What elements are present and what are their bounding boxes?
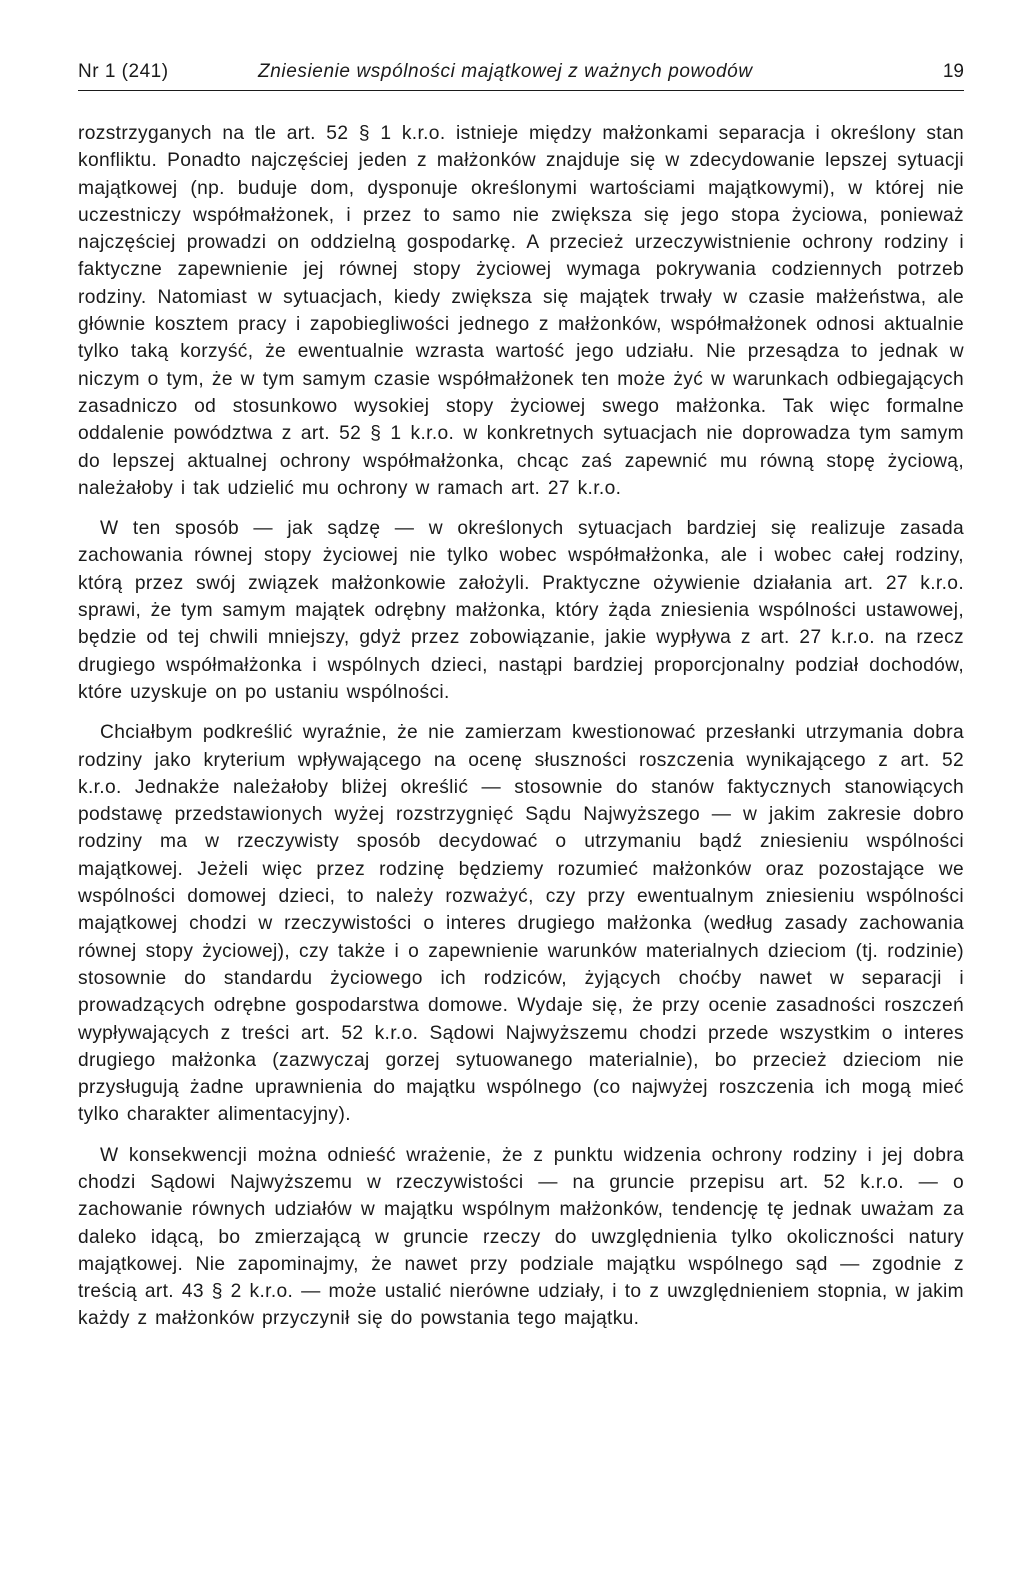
- paragraph-continuation: rozstrzyganych na tle art. 52 § 1 k.r.o. istnieje między małżonkami separacja i określony stan konfliktu. Ponadto najczęściej jeden z małżonków znajduje się w zdecydowanie lepszej sytuacji majątkowej (np. buduje dom, dysponuje określonymi wartościami majątkowymi), w której nie uczestniczy współmałżonek, i przez to samo nie zwiększa się jego stopa życiowa, ponieważ najczęściej prowadzi on oddzielną gospodarkę. A przecież urzeczywistnienie ochrony rodziny i faktyczne zapewnienie jej równej stopy życiowej wymaga pokrywania codziennych potrzeb rodziny. Natomiast w sytuacjach, kiedy zwiększa się majątek trwały w czasie małżeństwa, ale głównie kosztem pracy i zapobiegliwości jednego z małżonków, współmałżonek odnosi aktualnie tylko taką korzyść, że ewentualnie wzrasta wartość jego udziału. Nie przesądza to jednak w niczym o tym, że w tym samym czasie współmałżonek ten może żyć w warunkach odbiegających zasadniczo od stosunkowo wysokiej stopy życiowej swego małżonka. Tak więc formalne oddalenie powództwa z art. 52 § 1 k.r.o. w konkretnych sytuacjach nie doprowadza tym samym do lepszej aktualnej ochrony współmałżonka, chcąc zaś zapewnić mu równą stopę życiową, należałoby i tak udzielić mu ochrony w ramach art. 27 k.r.o.: [78, 123, 964, 499]
- running-title: Zniesienie wspólności majątkowej z ważnych powodów: [258, 61, 753, 82]
- paragraph: Chciałbym podkreślić wyraźnie, że nie zamierzam kwestionować przesłanki utrzymania dobra rodziny jako kryterium wpływającego na ocenę słuszności roszczenia wynikającego z art. 52 k.r.o. Jednakże należałoby bliżej określić — stosownie do stanów faktycznych stanowiących podstawę przedstawionych wyżej rozstrzygnięć Sądu Najwyższego — w jakim zakresie dobro rodziny ma w rzeczywisty sposób decydować o utrzymaniu bądź zniesieniu wspólności majątkowej. Jeżeli więc przez rodzinę będziemy rozumieć małżonków oraz pozostające we wspólności domowej dzieci, to należy rozważyć, czy przy ewentualnym zniesieniu wspólności majątkowej chodzi w rzeczywistości o interes drugiego małżonka (według zasady zachowania równej stopy życiowej), czy także i o zapewnienie warunków materialnych dzieciom (tj. rodzinie) stosownie do standardu życiowego ich rodziców, żyjących choćby nawet w separacji i prowadzących odrębne gospodarstwa domowe. Wydaje się, że przy ocenie zasadności roszczeń wypływających z treści art. 52 k.r.o. Sądowi Najwyższemu chodzi przede wszystkim o interes drugiego małżonka (zazwyczaj gorzej sytuowanego materialnie), bo przecież dzieciom nie przysługują żadne uprawnienia do majątku wspólnego (co najwyżej roszczenia ich mogą mieć tylko charakter alimentacyjny).: [78, 722, 964, 1126]
- issue-number: Nr 1 (241): [78, 61, 169, 82]
- page-number: 19: [942, 61, 964, 82]
- page-header: [78, 58, 964, 86]
- header-rule: [78, 90, 964, 91]
- article-body: [78, 120, 964, 1333]
- paragraph: W ten sposób — jak sądzę — w określonych sytuacjach bardziej się realizuje zasada zachowania równej stopy życiowej nie tylko wobec współmałżonka, ale i wobec całej rodziny, którą przez swój związek małżonkowie założyli. Praktyczne ożywienie działania art. 27 k.r.o. sprawi, że tym samym majątek odrębny małżonka, który żąda zniesienia wspólności ustawowej, będzie od tej chwili mniejszy, gdyż przez zobowiązanie, jakie wypływa z art. 27 k.r.o. na rzecz drugiego współmałżonka i wspólnych dzieci, nastąpi bardziej proporcjonalny podział dochodów, które uzyskuje on po ustaniu wspólności.: [78, 518, 964, 703]
- paragraph: W konsekwencji można odnieść wrażenie, że z punktu widzenia ochrony rodziny i jej dobra chodzi Sądowi Najwyższemu w rzeczywistości — na gruncie przepisu art. 52 k.r.o. — o zachowanie równych udziałów w majątku wspólnym małżonków, tendencję tę jednak uważam za daleko idącą, bo zmierzającą w gruncie rzeczy do uwzględnienia tylko okoliczności natury majątkowej. Nie zapominajmy, że nawet przy podziale majątku wspólnego sąd — zgodnie z treścią art. 43 § 2 k.r.o. — może ustalić nierówne udziały, i to z uwzględnieniem stopnia, w jakim każdy z małżonków przyczynił się do powstania tego majątku.: [78, 1144, 964, 1330]
